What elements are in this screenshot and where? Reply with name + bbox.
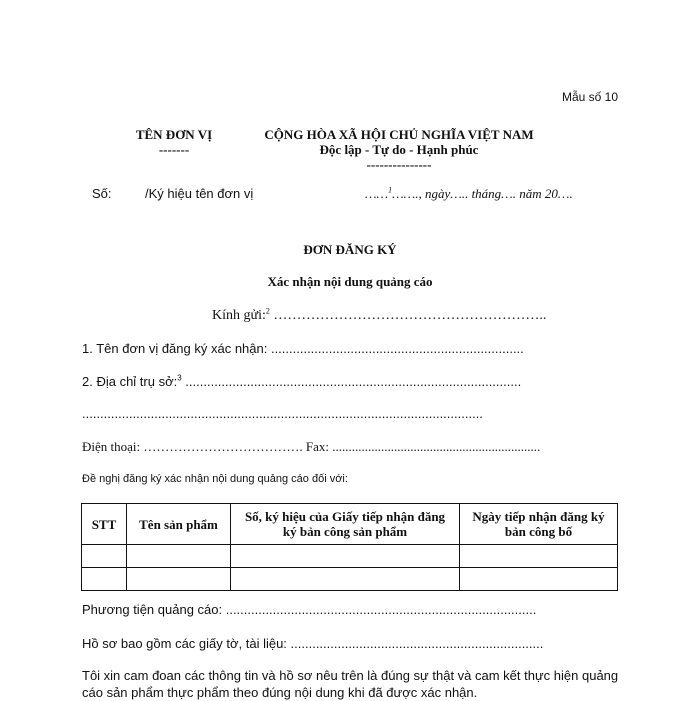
- unit-name-heading: TÊN ĐƠN VỊ: [135, 127, 213, 142]
- recipient-line[interactable]: [212, 308, 546, 324]
- commitment-statement: Tôi xin cam đoan các thông tin và hồ sơ nêu trên là đúng sự thật và cam kết thực hiện quảng cáo sản phẩm thực phẩm theo đúng nội dung khi đã được xác nhận.: [82, 668, 619, 700]
- cell-product-name[interactable]: [127, 545, 231, 568]
- address-field[interactable]: [82, 374, 521, 389]
- cell-stt[interactable]: [82, 545, 127, 568]
- header-product-name: Tên sản phẩm: [127, 504, 231, 545]
- place-date-line: [365, 186, 573, 202]
- form-title: ĐƠN ĐĂNG KÝ: [303, 242, 397, 257]
- advertising-media-field[interactable]: Phương tiện quảng cáo: ......................................................................................: [82, 602, 537, 617]
- cell-certificate[interactable]: [231, 568, 460, 591]
- table-row: [82, 545, 618, 568]
- footnote-2: 2: [265, 306, 270, 316]
- place-fill: ……: [365, 186, 389, 201]
- document-number-label: Số:: [92, 186, 112, 201]
- recipient-label: Kính gửi:: [212, 308, 266, 323]
- footnote-3: 3: [177, 373, 182, 383]
- header-certificate-line1: Số, ký hiệu của Giấy tiếp nhận đăng: [244, 509, 446, 524]
- national-header: [260, 127, 538, 172]
- address-continuation-field[interactable]: ...............................................................................................................: [82, 406, 483, 421]
- table-header-row: [82, 504, 618, 545]
- footnote-1: 1: [388, 185, 393, 195]
- phone-fax-field[interactable]: Điện thoại: ………………………………. Fax: ................................................................: [82, 439, 541, 454]
- cell-certificate[interactable]: [231, 545, 460, 568]
- cell-stt[interactable]: [82, 568, 127, 591]
- national-motto: Độc lập - Tự do - Hạnh phúc: [319, 142, 479, 157]
- table-row: [82, 568, 618, 591]
- product-table: [81, 503, 618, 591]
- address-label: 2. Địa chỉ trụ sở:: [82, 374, 178, 389]
- request-statement: Đề nghị đăng ký xác nhận nội dung quảng cáo đối với:: [82, 473, 348, 485]
- cell-receipt-date[interactable]: [460, 545, 618, 568]
- recipient-fill: …………………………………………………..: [269, 308, 547, 323]
- unit-name-field[interactable]: 1. Tên đơn vị đăng ký xác nhận: ......................................................................: [82, 341, 524, 356]
- cell-product-name[interactable]: [127, 568, 231, 591]
- cell-receipt-date[interactable]: [460, 568, 618, 591]
- header-receipt-date-line2: bản công bố: [504, 524, 573, 539]
- unit-header: [118, 127, 230, 157]
- motto-divider: ---------------: [366, 157, 432, 172]
- address-fill: .............................................................................................: [181, 374, 522, 389]
- header-certificate: [231, 504, 460, 545]
- unit-code-label: /Ký hiệu tên đơn vị: [145, 186, 254, 201]
- form-number: Mẫu số 10: [561, 90, 618, 104]
- header-receipt-date: [460, 504, 618, 545]
- form-subtitle: Xác nhận nội dung quảng cáo: [267, 274, 433, 289]
- date-fill: ……., ngày….. tháng…. năm 20….: [392, 186, 573, 201]
- country-name: CỘNG HÒA XÃ HỘI CHỦ NGHĨA VIỆT NAM: [264, 127, 534, 142]
- header-certificate-line2: ký bản công sản phẩm: [282, 524, 408, 539]
- dossier-documents-field[interactable]: Hồ sơ bao gồm các giấy tờ, tài liệu: ......................................................................: [82, 636, 544, 651]
- unit-divider: -------: [158, 142, 190, 157]
- header-stt: STT: [82, 504, 127, 545]
- header-receipt-date-line1: Ngày tiếp nhận đăng ký: [472, 509, 605, 524]
